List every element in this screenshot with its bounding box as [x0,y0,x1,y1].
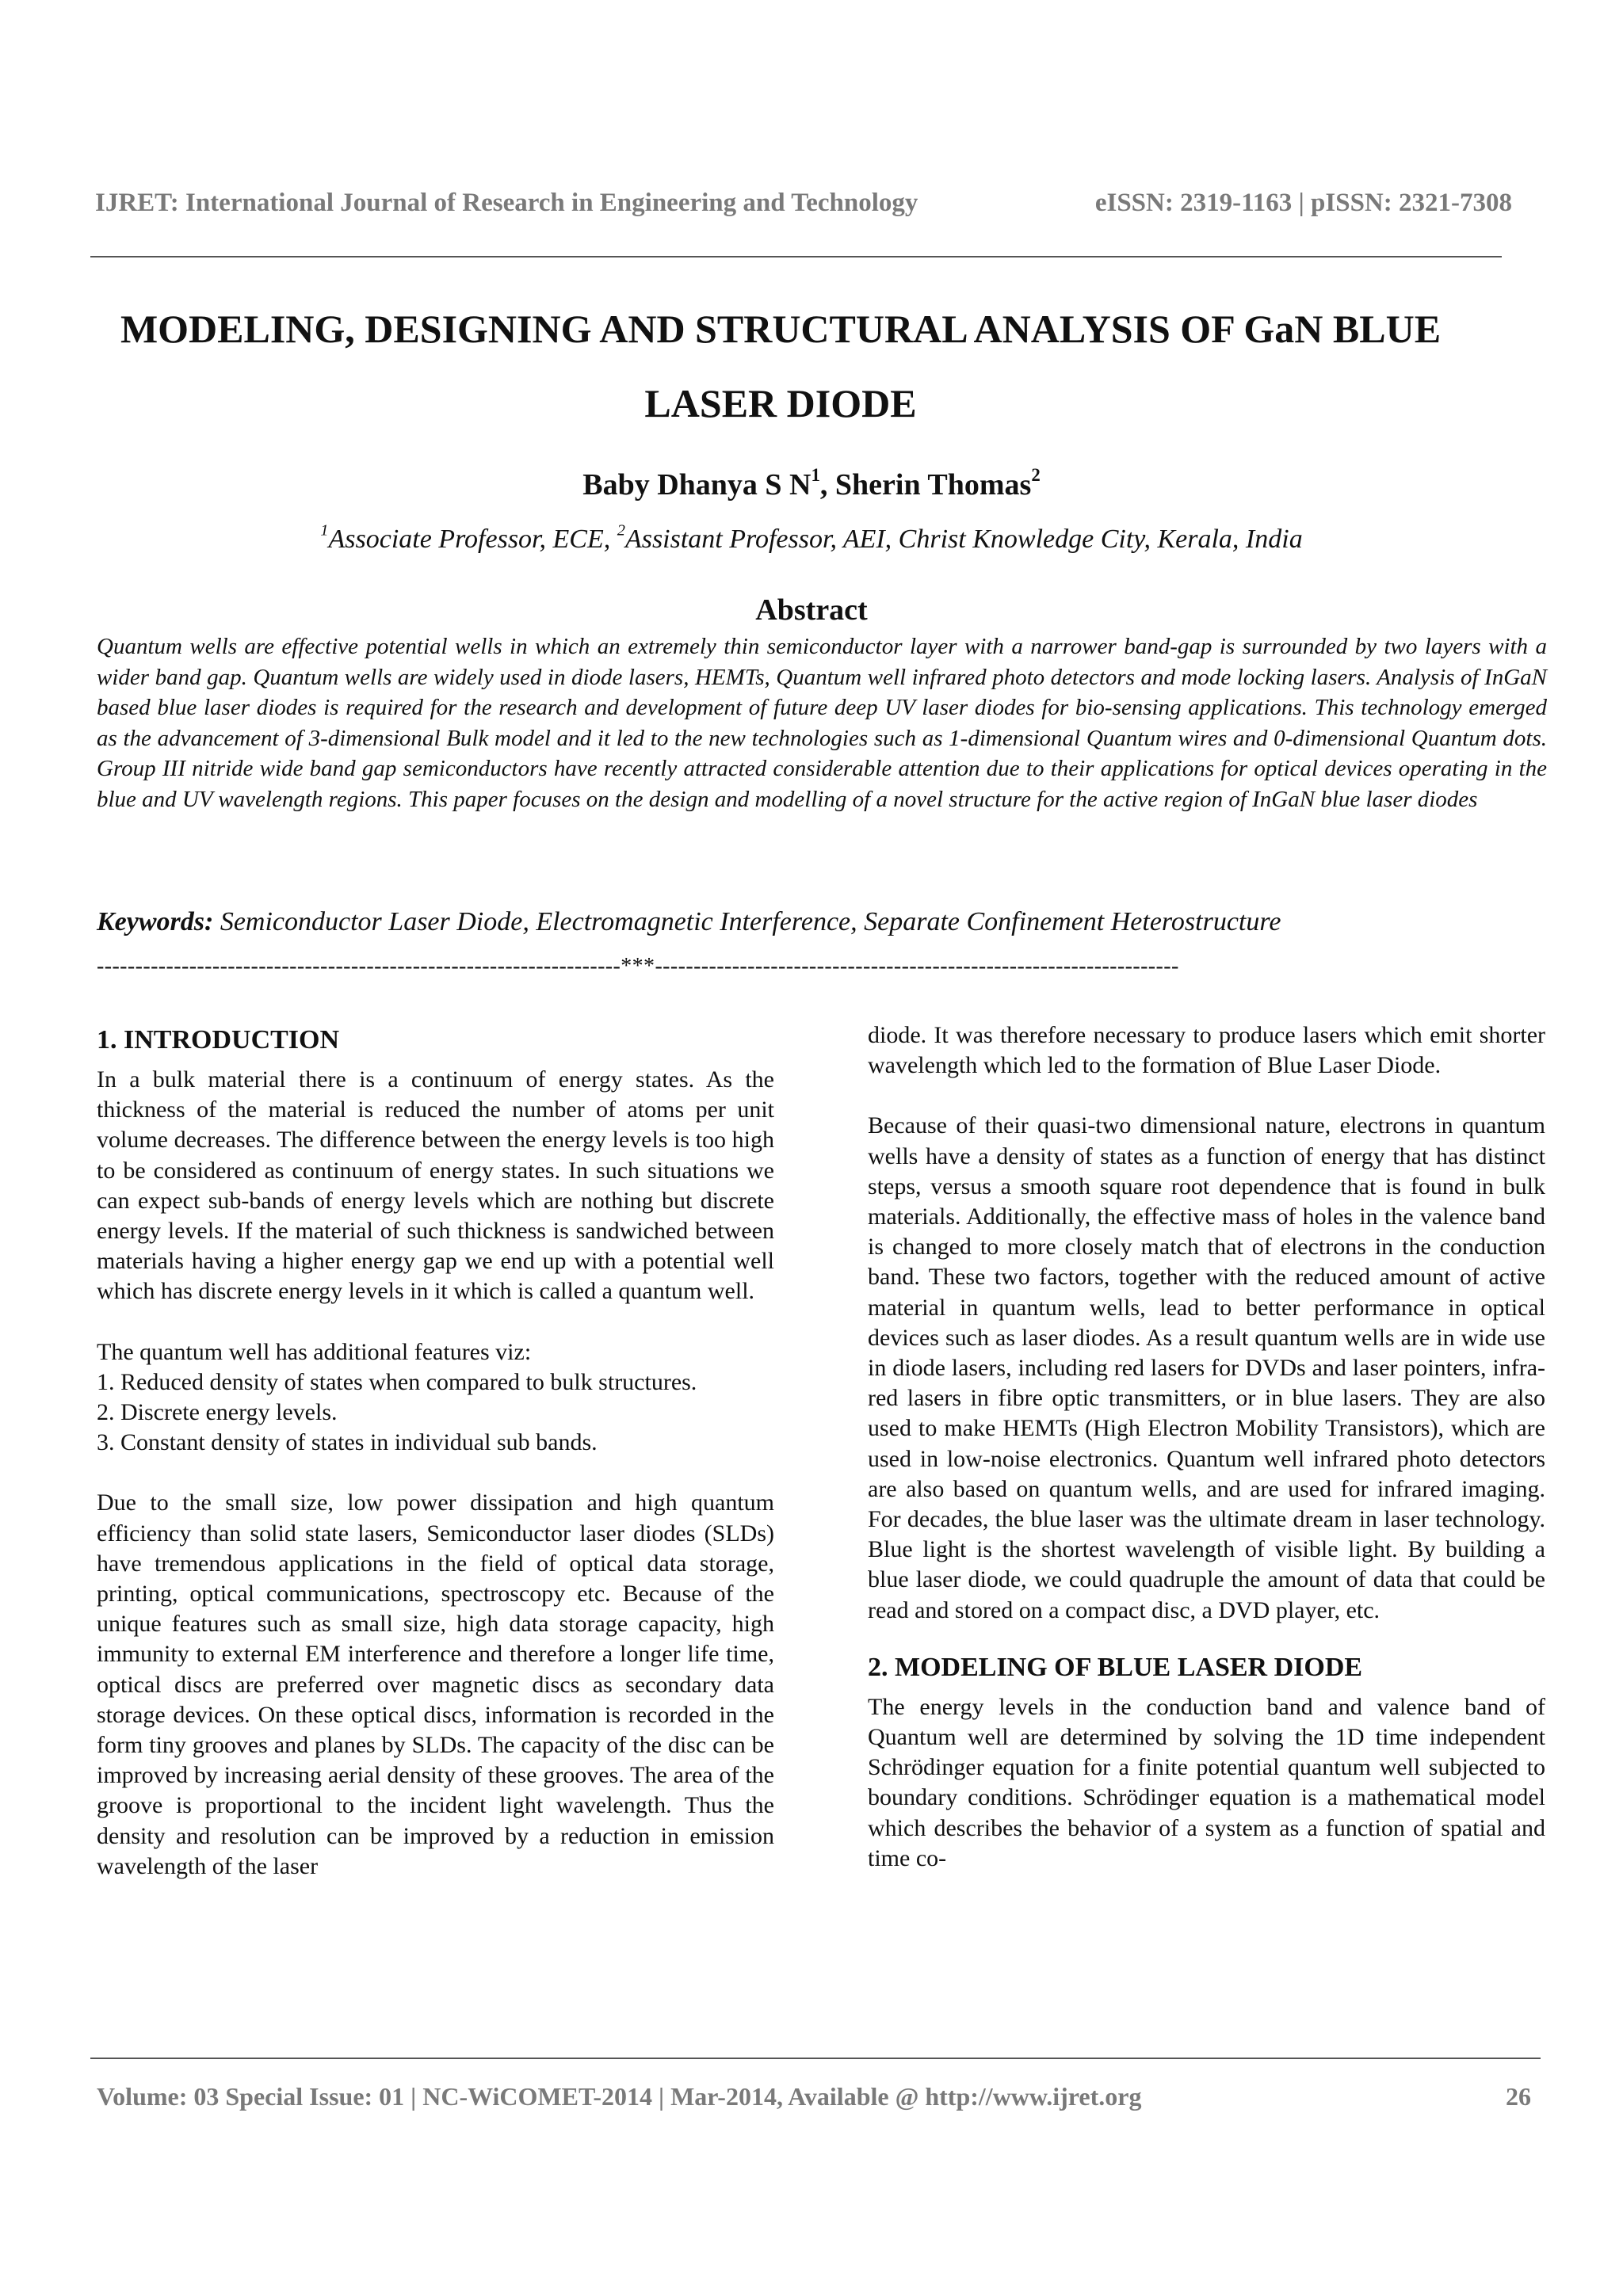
keywords-label: Keywords: [97,907,214,936]
body-paragraph: The energy levels in the conduction band and valence band of Quantum well are determined by solving the 1D time independent Schrödinger equation for a finite potential quantum well subjected to boundary conditions. Schrödinger equation is a mathematical model which describes the behavior of a system as a function of spatial and time co- [868,1693,1545,1871]
body-paragraph: Because of their quasi-two dimensional nature, electrons in quantum wells have a density of states as a function of energy that has distinct steps, versus a smooth square root dependence that is found in bulk materials. Additionally, the effective mass of holes in the valence band is changed to more closely match that of electrons in the conduction band. These two factors, together with the reduced amount of active material in quantum wells, lead to better performance in optical devices such as laser diodes. As a result quantum wells are in wide use in diode lasers, including red lasers for DVDs and laser pointers, infra-red lasers in fibre optic transmitters, or in blue lasers. They are also used to make HEMTs (High Electron Mobility Transistors), which are used in low-noise electronics. Quantum well infrared photo detectors are also based on quantum wells, and are used for infrared imaging. For decades, the blue laser was the ultimate dream in laser technology. Blue light is the shortest wavelength of visible light. By building a blue laser diode, we could quadruple the amount of data that could be read and stored on a compact disc, a DVD player, etc. [868,1112,1545,1623]
section-heading-modeling: 2. MODELING OF BLUE LASER DIODE [868,1652,1363,1682]
affiliation-line [0,521,1623,555]
list-item: 1. Reduced density of states when compared to bulk structures. [97,1368,697,1395]
keywords-text: Semiconductor Laser Diode, Electromagnetic Interference, Separate Confinement Heterostructure [213,907,1281,936]
list-item: 2. Discrete energy levels. [97,1399,338,1426]
author-name: Sherin Thomas [834,468,1032,502]
author-separator: , [819,468,835,502]
right-column [868,1020,1545,1874]
affiliation-mark: 1 [320,521,329,540]
paper-title: MODELING, DESIGNING AND STRUCTURAL ANALYSIS OF GaN BLUE LASER DIODE [120,307,1442,425]
body-paragraph: Due to the small size, low power dissipation and high quantum efficiency than solid state lasers, Semiconductor laser diodes (SLDs) have tremendous applications in the field of optical data storage, printing, optical communications, spectroscopy etc. Because of the unique features such as small size, high data storage capacity, high immunity to external EM interference and therefore a longer life time, optical discs are preferred over magnetic discs as secondary data storage devices. On these optical discs, information is recorded in the form tiny grooves and planes by SLDs. The capacity of the disc can be improved by increasing aerial density of these grooves. The area of the groove is proportional to the incident light wavelength. Thus the density and resolution can be improved by a reduction in emission wavelength of the laser [97,1489,774,1879]
section-separator: --------------------------------------------------------------------***-------------------------------------------------------------------- [97,954,1179,978]
page-footer [97,2082,1531,2122]
author-affiliation-mark: 2 [1031,464,1041,485]
header-rule [90,256,1502,257]
section-heading-introduction: 1. INTRODUCTION [97,1025,340,1055]
abstract-body: Quantum wells are effective potential wells in which an extremely thin semiconductor layer with a narrower band-gap is surrounded by two layers with a wider band gap. Quantum wells are widely used in diode lasers, HEMTs, Quantum well infrared photo detectors and mode locking lasers. Analysis of InGaN based blue laser diodes is required for the research and development of future deep UV laser diodes for bio-sensing applications. This technology emerged as the advancement of 3-dimensional Bulk model and it led to the new technologies such as 1-dimensional Quantum wires and 0-dimensional Quantum dots. Group III nitride wide band gap semiconductors have recently attracted considerable attention due to their applications for optical devices operating in the blue and UV wavelength regions. This paper focuses on the design and modelling of a novel structure for the active region of InGaN blue laser diodes [97,634,1547,812]
left-column [97,1022,774,1882]
running-header [95,189,1528,228]
journal-name: IJRET: International Journal of Research in Engineering and Technology [95,189,918,217]
page-number: 26 [1506,2082,1531,2111]
affiliation-mark: 2 [617,521,625,540]
affiliation-text: Associate Professor, ECE, [328,524,617,554]
author-line [0,464,1623,502]
body-paragraph: diode. It was therefore necessary to produce lasers which emit shorter wavelength which led to the formation of Blue Laser Diode. [868,1022,1545,1079]
issn-line: eISSN: 2319-1163 | pISSN: 2321-7308 [1094,189,1512,217]
list-intro: The quantum well has additional features viz: [97,1338,532,1365]
abstract-heading: Abstract [755,593,868,627]
footer-citation: Volume: 03 Special Issue: 01 | NC-WiCOMET-2014 | Mar-2014, Available @ http://www.ijret.org [97,2082,1142,2111]
author-affiliation-mark: 1 [811,464,820,485]
author-name: Baby Dhanya S N [582,468,812,502]
keywords-line [97,907,1547,937]
footer-rule [90,2058,1541,2059]
affiliation-text: Assistant Professor, AEI, Christ Knowledge City, Kerala, India [624,524,1303,554]
list-item: 3. Constant density of states in individual sub bands. [97,1429,598,1456]
body-paragraph: In a bulk material there is a continuum of energy states. As the thickness of the material is reduced the number of atoms per unit volume decreases. The difference between the energy levels is too high to be considered as continuum of energy states. In such situations we can expect sub-bands of energy levels which are nothing but discrete energy levels. If the material of such thickness is sandwiched between materials having a higher energy gap we end up with a potential well which has discrete energy levels in it which is called a quantum well. [97,1066,774,1305]
